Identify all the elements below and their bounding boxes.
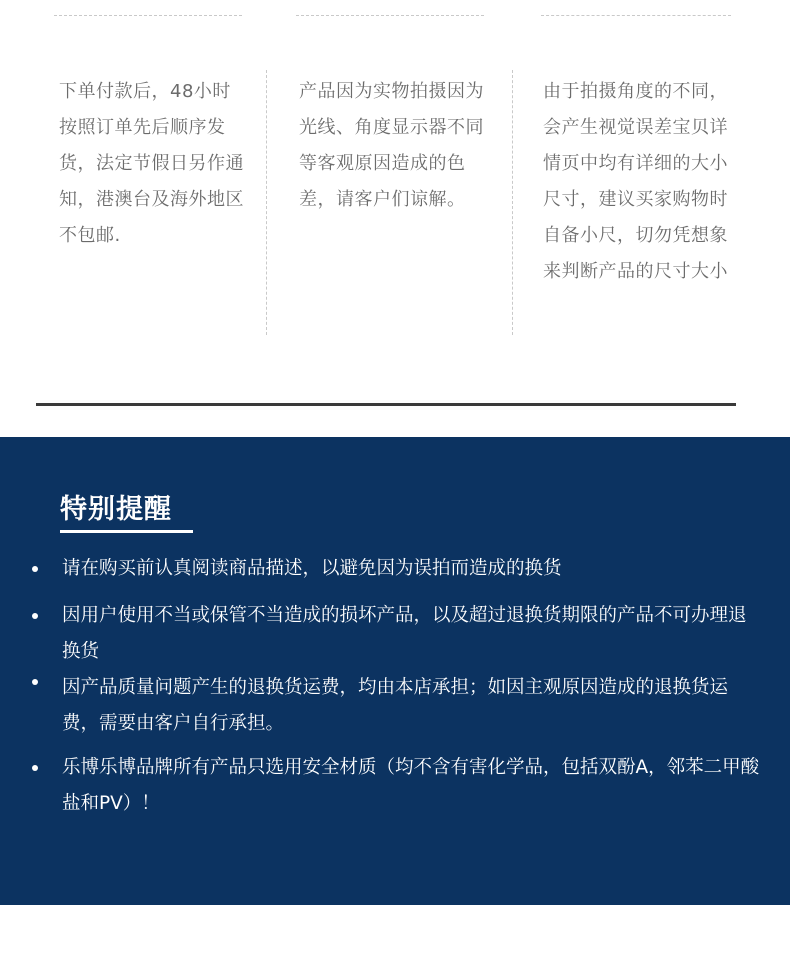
title-underline (60, 530, 193, 533)
bullet-dot (32, 613, 38, 619)
bullet-dot (32, 566, 38, 572)
reminder-item-4: 乐博乐博品牌所有产品只选用安全材质（均不含有害化学品，包括双酚A，邻苯二甲酸盐和PV）！ (62, 757, 760, 814)
panel-title: 特别提醒 (60, 494, 172, 525)
reminder-item-3: 因产品质量问题产生的退换货运费，均由本店承担；如因主观原因造成的退换货运费，需要由客户自行承担。 (62, 677, 729, 734)
column-divider-1 (266, 70, 267, 335)
shipping-note: 下单付款后，48小时按照订单先后顺序发货，法定节假日另作通知，港澳台及海外地区不包邮. (59, 81, 244, 246)
reminder-item-1: 请在购买前认真阅读商品描述，以避免因为误拍而造成的换货 (62, 558, 562, 579)
color-difference-note: 产品因为实物拍摄因为光线、角度显示器不同等客观原因造成的色差，请客户们谅解。 (299, 81, 484, 210)
size-note: 由于拍摄角度的不同，会产生视觉误差宝贝详情页中均有详细的大小尺寸，建议买家购物时自备小尺，切勿凭想象来判断产品的尺寸大小 (543, 81, 728, 282)
section-divider (36, 403, 736, 406)
special-reminder-panel (0, 437, 790, 905)
column-top-dash-2 (296, 15, 484, 16)
column-top-dash-3 (541, 15, 731, 16)
column-divider-2 (512, 70, 513, 335)
column-top-dash-1 (54, 15, 242, 16)
bullet-dot (32, 679, 38, 685)
bullet-dot (32, 765, 38, 771)
reminder-item-2: 因用户使用不当或保管不当造成的损坏产品，以及超过退换货期限的产品不可办理退换货 (62, 605, 747, 662)
